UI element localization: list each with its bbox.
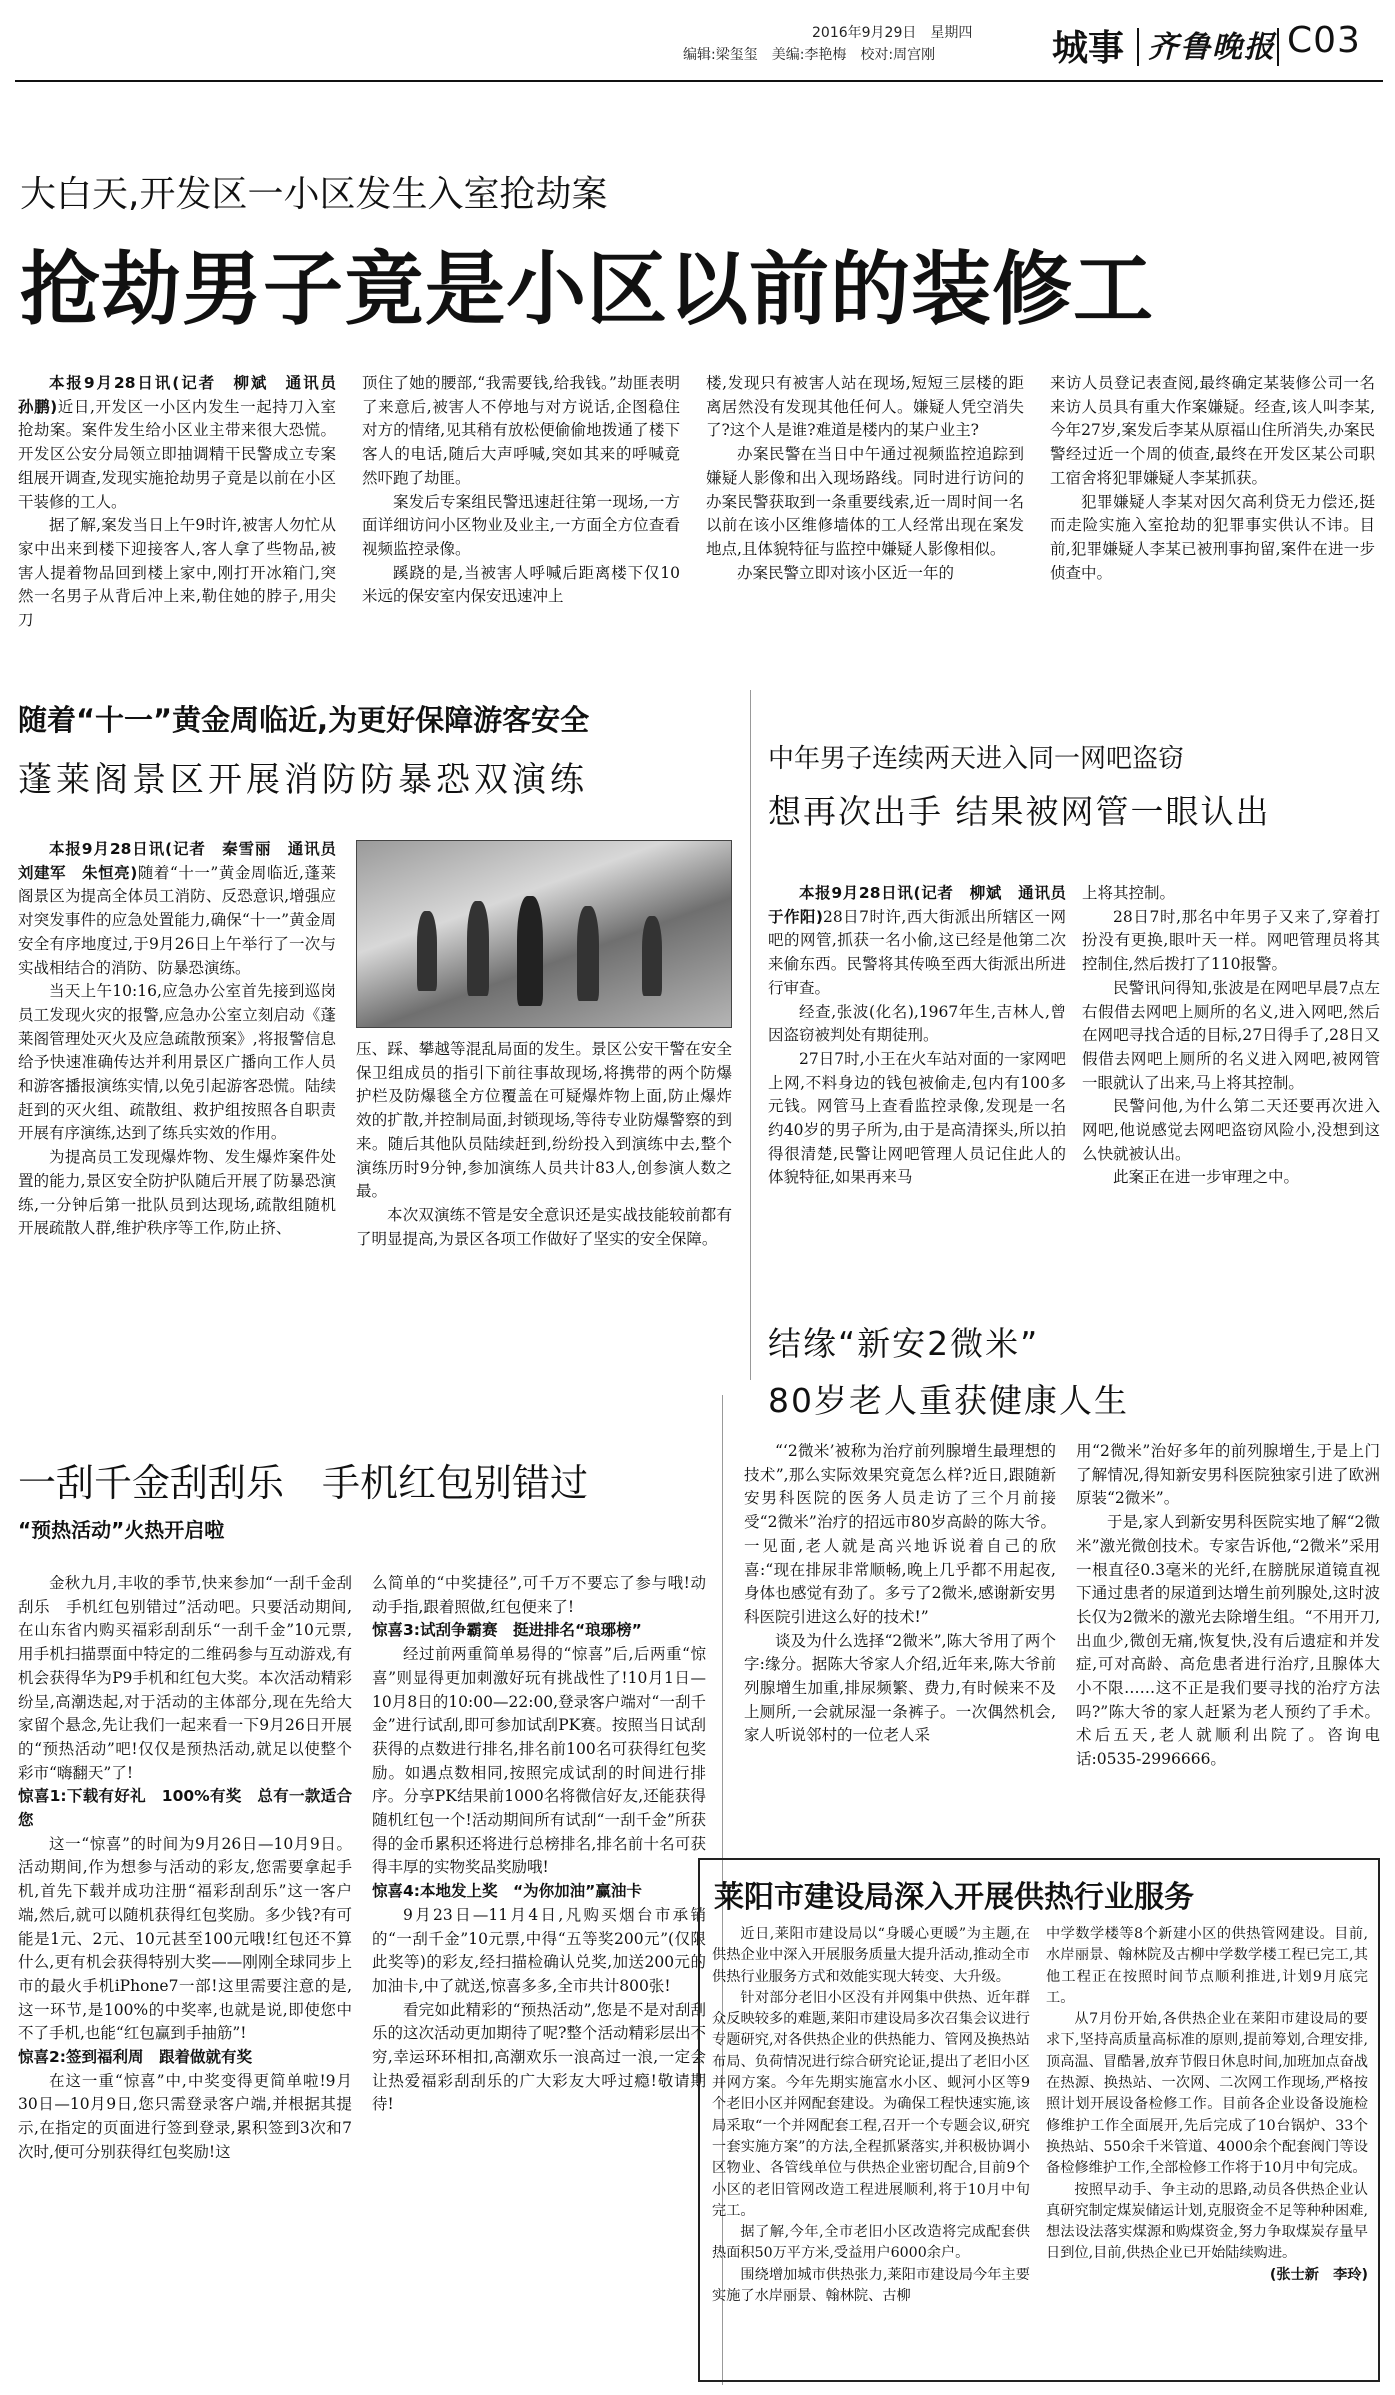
header-rule <box>15 80 1383 82</box>
scratch-subheading: 惊喜1:下载有好礼 100%有奖 总有一款适合您 <box>18 1787 352 1830</box>
heating-byline: (张士新 李玲) <box>1269 2266 1368 2283</box>
scratch-paragraph: 经过前两重简单易得的“惊喜”后,后两重“惊喜”则显得更加刺激好玩有挑战性了!10月1日—10月8日的10:00—22:00,登录客户端对“一刮千金”进行试刮,即可参加试刮PK赛。按照当日试刮获得的点数进行排名,排名前100名可获得红包奖励。如遇点数相同,按照完成试刮的时间进行排序。分享PK结果前1000名将微信好友,还能获得随机红包一个!活动期间所有试刮“一刮千金”所获得的金币累积还将进行总榜排名,排名前十名可获得丰厚的实物奖品奖励哦! <box>372 1645 706 1877</box>
scratch-subheading: 惊喜4:本地发上奖 “为你加油”赢油卡 <box>372 1882 642 1901</box>
scratch-column-1 <box>18 1572 352 2377</box>
heating-column-1: 近日,莱阳市建设局以“身暖心更暖”为主题,在供热企业中深入开展服务质量大提升活动,推动全市供热行业服务方式和效能实现大转变、大升级。 针对部分老旧小区没有并网集中供热、近年群众反映较多的难题,莱阳市建设局多次召集会议进行专题研究,对各供热企业的供热能力、管网及换热站布局、负荷情况进行综合研究论证,提出了老旧小区并网方案。今年先期实施富水小区、蚬河小区等9个老旧小区并网配套建设。为确保工程快速实施,该局采取“一个并网配套工程,召开一个专题会议,研究一套实施方案”的方法,全程抓紧落实,并积极协调小区物业、各管线单位与供热企业密切配合,目前9个小区的老旧管网改造工程进展顺利,将于10月中旬完工。 据了解,今年,全市老旧小区改造将完成配套供热面积50万平方米,受益用户6000余户。 围绕增加城市供热张力,莱阳市建设局今年主要实施了水岸丽景、翰林院、古柳 <box>712 1926 1030 2305</box>
netcafe-column-2: 上将其控制。 28日7时,那名中年男子又来了,穿着打扮没有更换,眼叶天一样。网吧管理员将其控制住,然后拨打了110报警。 民警讯问得知,张波是在网吧早晨7点左右假借去网吧上厕所的名义,进入网吧,然后在网吧寻找合适的目标,27日得手了,28日又假借去网吧上厕所的名义进入网吧,被网管一眼就认了出来,马上将其控制。 民警问他,为什么第二天还要再次进入网吧,他说感觉去网吧盗窃风险小,没想到这么快就被认出。 此案正在进一步审理之中。 <box>1082 884 1380 1187</box>
scratch-paragraph: 看完如此精彩的“预热活动”,您是不是对刮刮乐的这次活动更加期待了呢?整个活动精彩层出不穷,幸运环环相扣,高潮欢乐一浪高过一浪,一定会让热爱福彩刮刮乐的广大彩友大呼过瘾!敬请期待! <box>372 2000 706 2114</box>
heating-column-2: 中学数学楼等8个新建小区的供热管网建设。目前,水岸丽景、翰林院及古柳中学数学楼工程已完工,其他工程正在按照时间节点顺利推进,计划9月底完工。 从7月份开始,各供热企业在莱阳市建设局的要求下,坚持高质量高标准的原则,提前筹划,合理安排,顶高温、冒酷暑,放弃节假日休息时间,加班加点奋战在热源、换热站、一次网、二次网工作现场,严格按照计划开展设备检修工作。目前各企业设备设施检修维护工作全面展开,先后完成了10台锅炉、33个换热站、550余千米管道、4000余个配套阀门等设备检修维护工作,全部检修工作将于10月中旬完成。 按照早动手、争主动的思路,动员各供热企业认真研究制定煤炭储运计划,克服资金不足等种种困难,想法设法落实煤源和购煤资金,努力争取煤炭存量早日到位,目前,供热企业已开始陆续购进。 (张士新 李玲) <box>1046 1924 1368 2376</box>
lead-headline: 抢劫男子竟是小区以前的装修工 <box>20 243 1154 336</box>
penglai-dateline: 本报9月28日讯(记者 秦雪丽 通讯员 刘建军 朱恒亮) <box>18 840 352 882</box>
scratch-paragraph: 9月23日—11月4日,凡购买烟台市承销的“一刮千金”10元票,中得“五等奖200元”(仅限此奖等)的彩友,经扫描检确认兑奖,加送200元的加油卡,中了就送,惊喜多多,全市共计800张! <box>372 1905 706 1995</box>
scratch-subheading: 惊喜3:试刮争霸赛 挺进排名“琅琊榜” <box>372 1621 642 1640</box>
scratch-paragraph: 么简单的“中奖捷径”,可千万不要忘了参与哦!动动手指,跟着照做,红包便来了! <box>372 1574 706 1616</box>
scratch-paragraph: 金秋九月,丰收的季节,快来参加“一刮千金刮刮乐 手机红包别错过”活动吧。只要活动期间,在山东省内购买福彩刮刮乐“一刮千金”10元票,用手机扫描票面中特定的二维码参与互动游戏,有机会获得华为P9手机和红包大奖。本次活动精彩纷呈,高潮迭起,对于活动的主体部分,现在先给大家留个悬念,先让我们一起来看一下9月26日开展的“预热活动”吧!仅仅是预热活动,就足以使整个彩市“嗨翻天”了! <box>18 1574 352 1782</box>
elderly-headline: 80岁老人重获健康人生 <box>768 1381 1129 1420</box>
netcafe-column-1: 本报9月28日讯(记者 柳斌 通讯员 于作阳)28日7时许,西大街派出所辖区一网吧的网管,抓获一名小偷,这已经是他第二次来偷东西。民警将其传唤至西大街派出所进行审查。 经查,张波(化名),1967年生,吉林人,曾因盗窃被判处有期徒刑。 27日7时,小王在火车站对面的一家网吧上网,不料身边的钱包被偷走,包内有100多元钱。网管马上查看监控录像,发现是一名约40岁的男子所为,由于是高清探头,所以拍得很清楚,民警让网吧管理人员记住此人的体貌特征,如果再来马 <box>768 884 1082 1187</box>
lead-column-1: 本报9月28日讯(记者 柳斌 通讯员 孙鹏)近日,开发区一小区内发生一起持刀入室抢劫案。案件发生给小区业主带来很大恐慌。开发区公安分局领立即抽调精干民警成立专案组展开调查,发现实施抢劫男子竟是以前在小区干装修的工人。 据了解,案发当日上午9时许,被害人勿忙从家中出来到楼下迎接客人,客人拿了些物品,被害人提着物品回到楼上家中,刚打开冰箱门,突然一名男子从背后冲上来,勒住她的脖子,用尖刀 <box>18 374 352 630</box>
heating-headline: 莱阳市建设局深入开展供热行业服务 <box>714 1880 1194 1915</box>
figure <box>577 906 599 1001</box>
lead-kicker: 大白天,开发区一小区发生入室抢劫案 <box>20 174 608 215</box>
lead-dateline: 本报9月28日讯(记者 柳斌 通讯员 孙鹏) <box>18 374 352 416</box>
netcafe-kicker: 中年男子连续两天进入同一网吧盗窃 <box>768 744 1185 774</box>
drill-photo <box>356 840 732 1028</box>
page-number: C03 <box>1287 20 1361 61</box>
elderly-column-1: “‘2微米’被称为治疗前列腺增生最理想的技术”,那么实际效果究竟怎么样?近日,跟随新安男科医院的医务人员走访了三个月前接受“2微米”治疗的招远市80岁高龄的陈大爷。一见面,老人就是高兴地诉说着自己的欣喜:“现在排尿非常顺畅,晚上几乎都不用起夜,身体也感觉有劲了。多亏了2微米,感谢新安男科医院引进这么好的技术!” 谈及为什么选择“2微米”,陈大爷用了两个字:缘分。据陈大爷家人介绍,近年来,陈大爷前列腺增生加重,排尿频繁、费力,有时候来不及上厕所,一会就尿湿一条裤子。一次偶然机会,家人听说邻村的一位老人采 <box>744 1442 1056 1745</box>
elderly-column-2: 用“2微米”治好多年的前列腺增生,于是上门了解情况,得知新安男科医院独家引进了欧洲原装“2微米”。 于是,家人到新安男科医院实地了解“2微米”激光微创技术。专家告诉他,“2微米”采用一根直径0.3毫米的光纤,在膀胱尿道镜直视下通过患者的尿道到达增生前列腺处,这时波长仅为2微米的激光去除增生组。“不用开刀,出血少,微创无痛,恢复快,没有后遗症和并发症,可对高龄、高危患者进行治疗,且腺体大小不限……这不正是我们要寻找的治疗方法吗?”陈大爷的家人赶紧为老人预约了手术。术后五天,老人就顺利出院了。咨询电话:0535-2996666。 <box>1076 1442 1380 1769</box>
figure <box>517 896 543 1006</box>
scratch-headline: 一刮千金刮刮乐 手机红包别错过 <box>18 1461 589 1505</box>
penglai-column-2: 压、踩、攀越等混乱局面的发生。景区公安干警在安全保卫组成员的指引下前往事故现场,将携带的两个防爆护栏及防爆毯全方位覆盖在可疑爆炸物上面,防止爆炸效的扩散,并控制局面,封锁现场,等待专业防爆警察的到来。随后其他队员陆续赶到,纷纷投入到演练中去,整个演练历时9分钟,参加演练人员共计83人,创参演人数之最。 本次双演练不管是安全意识还是实战技能较前都有了明显提高,为景区各项工作做好了坚实的安全保障。 <box>356 1040 732 1248</box>
penglai-headline: 蓬莱阁景区开展消防防暴恐双演练 <box>18 760 588 800</box>
netcafe-dateline: 本报9月28日讯(记者 柳斌 通讯员 于作阳) <box>768 884 1082 926</box>
scratch-paragraph: 在这一重“惊喜”中,中奖变得更简单啦!9月30日—10月9日,您只需登录客户端,并根据其提示,在指定的页面进行签到登录,累积签到3次和7次时,便可分别获得红包奖励!这 <box>18 2071 352 2161</box>
scratch-column-2 <box>372 1572 706 2377</box>
scratch-subheading: 惊喜2:签到福利周 跟着做就有奖 <box>18 2048 252 2067</box>
issue-date: 2016年9月29日 星期四 <box>812 25 973 41</box>
lead-column-3: 楼,发现只有被害人站在现场,短短三层楼的距离居然没有发现其他任何人。嫌疑人凭空消失了?这个人是谁?难道是楼内的某户业主? 办案民警在当日中午通过视频监控追踪到嫌疑人影像和出入现场路线。同时进行访问的办案民警获取到一条重要线索,近一周时间一名以前在该小区维修墙体的工人经常出现在案发地点,且体貌特征与监控中嫌疑人影像相似。 办案民警立即对该小区近一年的 <box>706 374 1024 582</box>
lead-column-2: 顶住了她的腰部,“我需要钱,给我钱。”劫匪表明了来意后,被害人不停地与对方说话,企图稳住对方的情绪,见其稍有放松便偷偷地拨通了楼下客人的电话,随后大声呼喊,突如其来的呼喊竟然吓跑了劫匪。 案发后专案组民警迅速赶往第一现场,一方面详细访问小区物业及业主,一方面全方位查看视频监控录像。 蹊跷的是,当被害人呼喊后距离楼下仅10米远的保安室内保安迅速冲上 <box>362 374 680 606</box>
figure <box>417 911 437 991</box>
figure <box>642 916 662 996</box>
penglai-column-1: 本报9月28日讯(记者 秦雪丽 通讯员 刘建军 朱恒亮)随着“十一”黄金周临近,蓬莱阁景区为提高全体员工消防、反恐意识,增强应对突发事件的应急处置能力,确保“十一”黄金周安全有序地度过,于9月26日上午举行了一次与实战相结合的消防、防暴恐演练。 当天上午10:16,应急办公室首先接到巡岗员工发现火灾的报警,应急办公室立刻启动《蓬莱阁管理处灭火及应急疏散预案》,将报警信息给予快速准确传达并利用景区广播向工作人员和游客播报演练实情,以免引起游客恐慌。陆续赶到的灭火组、疏散组、救护组按照各自职责开展有序演练,达到了练兵实效的作用。 为提高员工发现爆炸物、发生爆炸案件处置的能力,景区安全防护队随后开展了防暴恐演练,一分钟后第一批队员到达现场,疏散组随机开展疏散人群,维护秩序等工作,防止挤、 <box>18 840 352 1238</box>
netcafe-headline: 想再次出手 结果被网管一眼认出 <box>768 792 1271 831</box>
scratch-subtitle: “预热活动”火热开启啦 <box>18 1518 225 1542</box>
lead-column-4: 来访人员登记表查阅,最终确定某装修公司一名来访人员具有重大作案嫌疑。经查,该人叫李某,今年27岁,案发后李某从原福山住所消失,办案民警经过近一个周的侦查,最终在开发区某公司职工宿舍将犯罪嫌疑人李某抓获。 犯罪嫌疑人李某对因欠高利贷无力偿还,挺而走险实施入室抢劫的犯罪事实供认不讳。目前,犯罪嫌疑人李某已被刑事拘留,案件在进一步侦查中。 <box>1050 374 1375 582</box>
heating-box <box>698 1858 1380 2382</box>
paper-logo: 齐鲁晚报 <box>1148 30 1276 65</box>
section-name: 城事 <box>1052 28 1125 69</box>
elderly-kicker: 结缘“新安2微米” <box>768 1324 1040 1363</box>
scratch-paragraph: 这一“惊喜”的时间为9月26日—10月9日。活动期间,作为想参与活动的彩友,您需要拿起手机,首先下载并成功注册“福彩刮刮乐”这一客户端,然后,就可以随机获得红包奖励。多少钱?有可能是1元、2元、10元甚至100元哦!红包还不算什么,更有机会获得特别大奖——刚刚全球同步上市的最火手机iPhone7一部!这里需要注意的是,这一环节,是100%的中奖率,也就是说,即使您中不了手机,也能“红包赢到手抽筋”! <box>18 1834 352 2043</box>
figure <box>467 901 489 996</box>
editors-line: 编辑:梁玺玺 美编:李艳梅 校对:周宫刚 <box>683 47 936 63</box>
penglai-kicker: 随着“十一”黄金周临近,为更好保障游客安全 <box>18 703 590 737</box>
